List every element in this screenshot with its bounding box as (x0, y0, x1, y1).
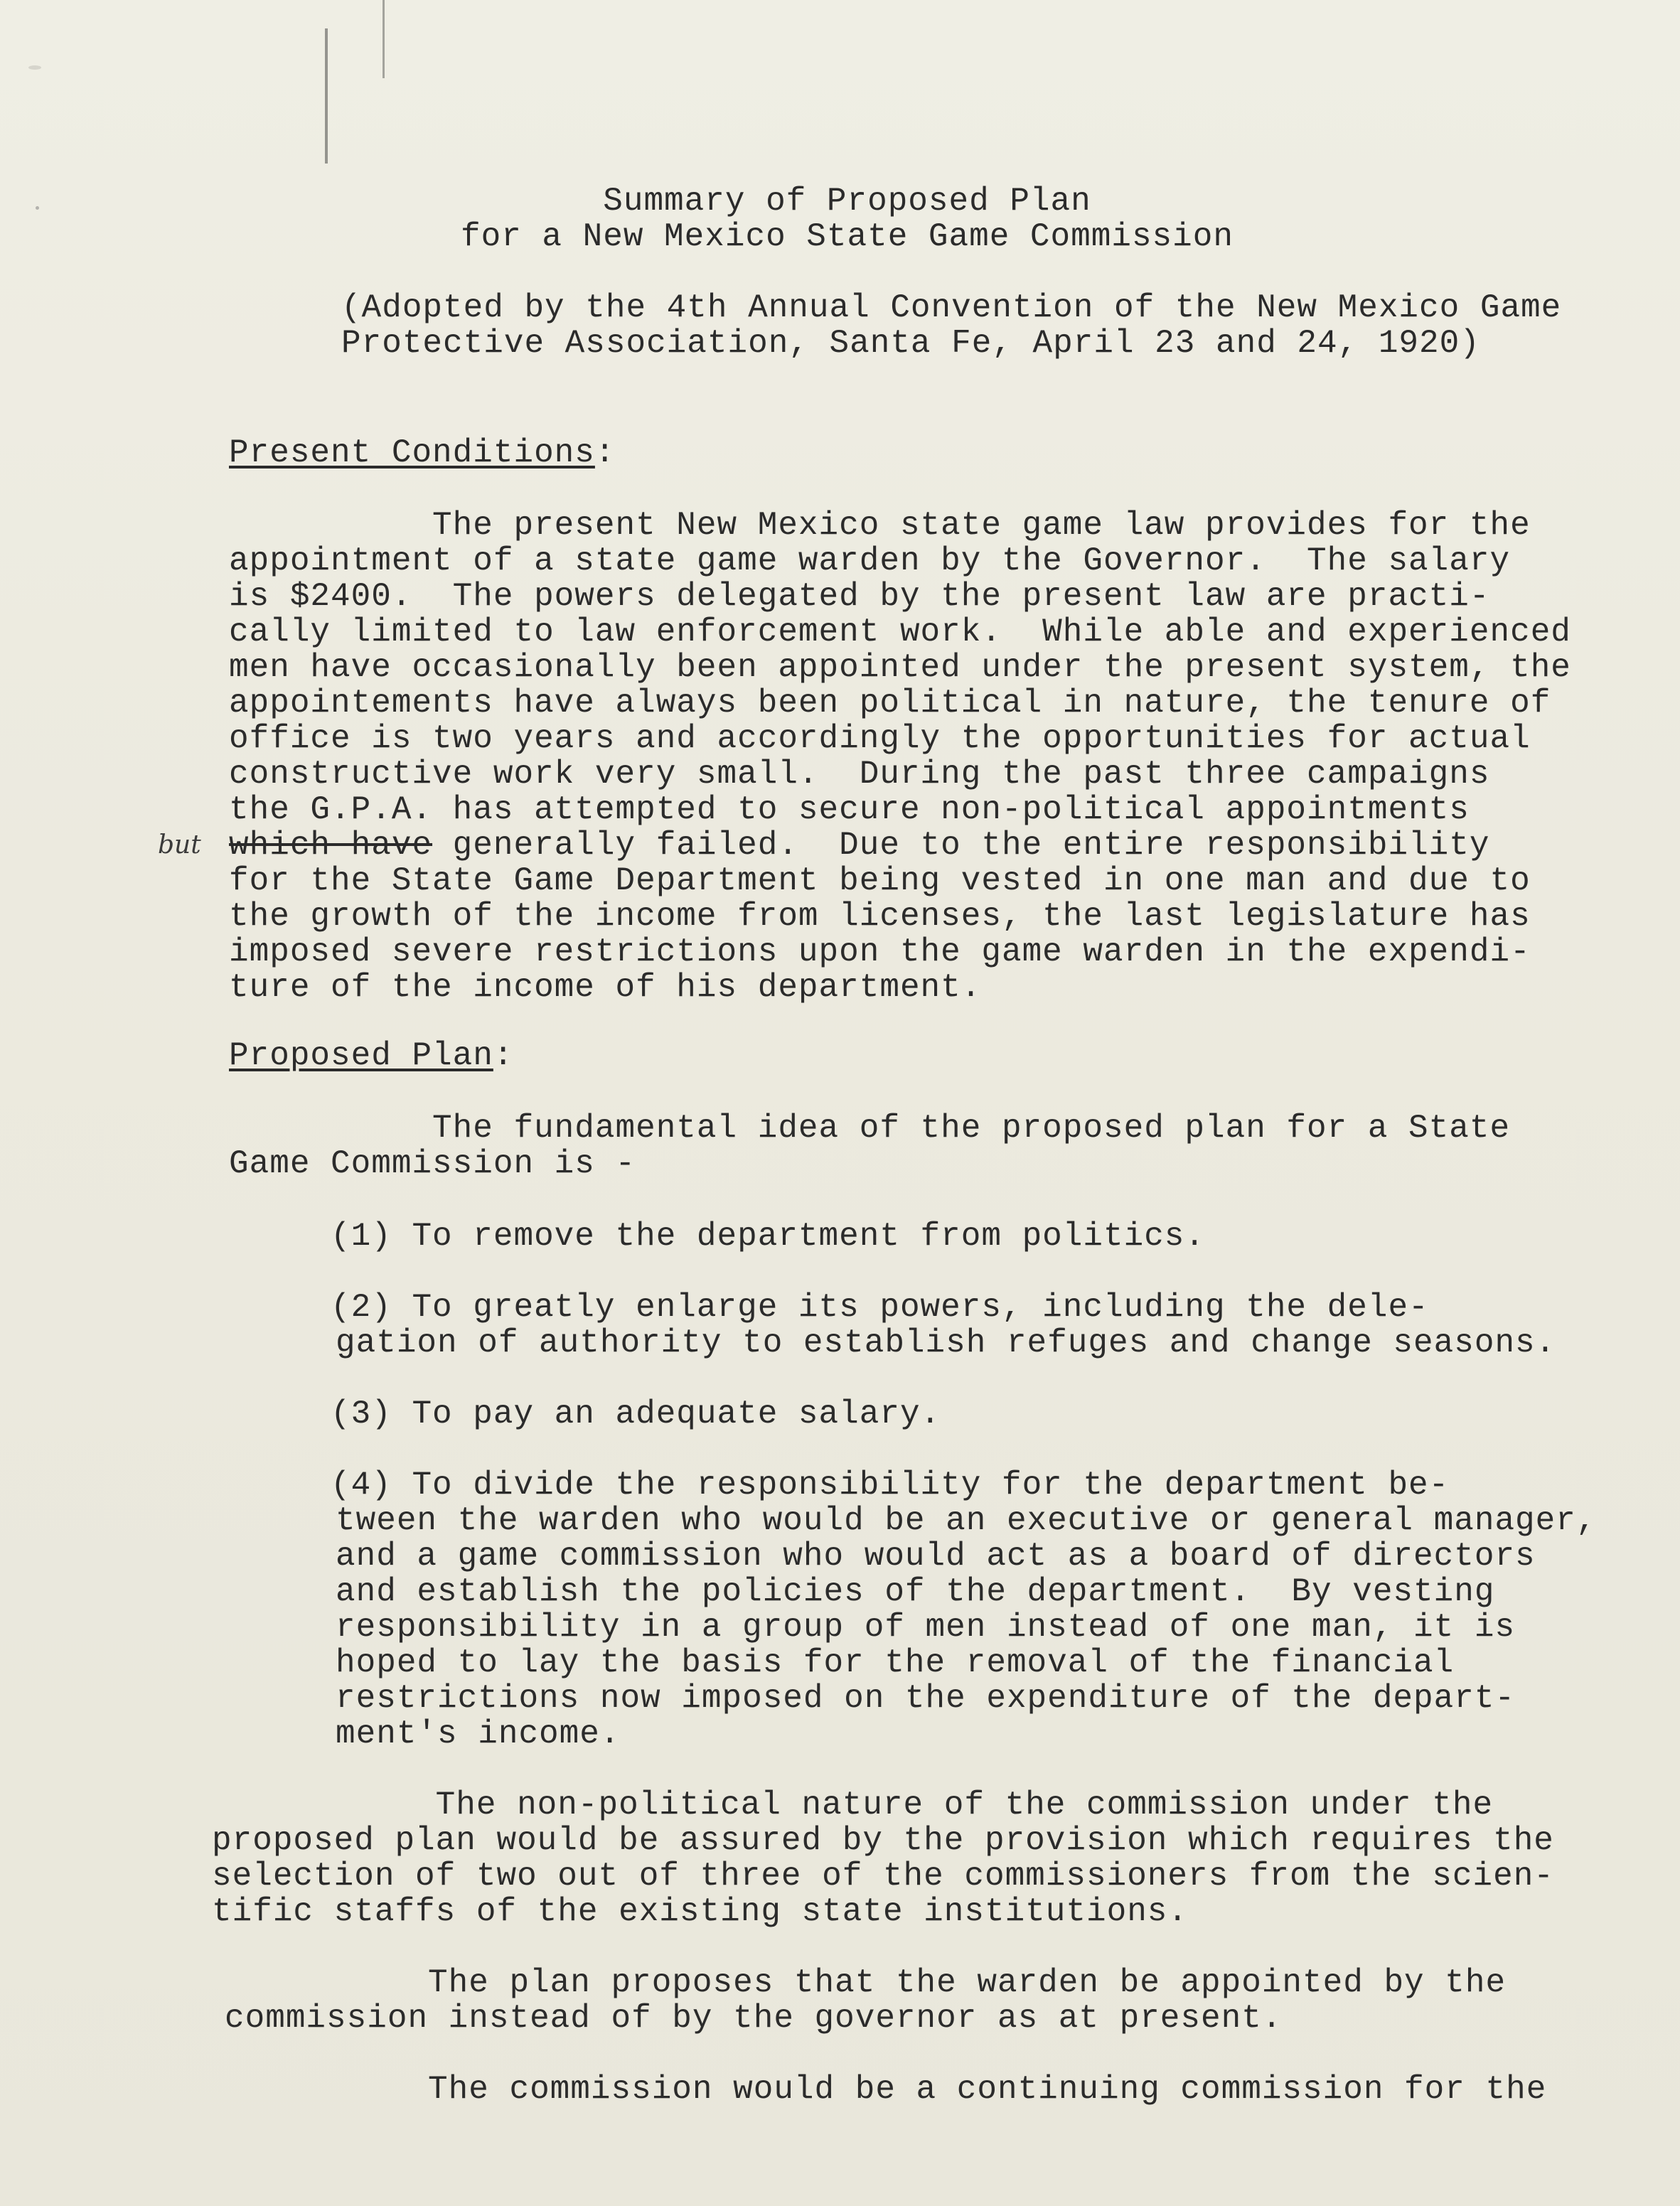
heading-colon: : (594, 434, 616, 471)
text-line: Game Commission is - (229, 1145, 636, 1182)
heading-text: Present Conditions (229, 434, 595, 471)
text-line: restrictions now imposed on the expenditure of the depart- (336, 1680, 1516, 1717)
text-line: and a game commission who would act as a board of directors (336, 1538, 1536, 1575)
text-line: the G.P.A. has attempted to secure non-political appointments (229, 791, 1470, 828)
proposed-plan-intro (229, 1110, 1644, 1182)
pencil-mark (382, 0, 385, 78)
title-line-2: for a New Mexico State Game Commission (461, 218, 1234, 255)
plan-item-2 (229, 1289, 1658, 1361)
text-line: commission instead of by the governor as at present. (225, 2000, 1283, 2037)
present-conditions-paragraph (158, 507, 1644, 1006)
text-line: (2) To greatly enlarge its powers, including the dele- (229, 1289, 1429, 1326)
plan-item-4 (229, 1467, 1658, 1752)
paper-speck (28, 65, 41, 70)
text-line: responsibility in a group of men instead of one man, it is (336, 1609, 1516, 1646)
adoption-line-1: (Adopted by the 4th Annual Convention of the New Mexico Game (341, 289, 1562, 326)
struck-out-text: which have (229, 827, 433, 864)
text-line: The fundamental idea of the proposed plan for a State (229, 1110, 1511, 1147)
text-line: for the State Game Department being vested in one man and due to (229, 862, 1531, 899)
text-line: The present New Mexico state game law provides for the (229, 507, 1531, 544)
text-line: appointment of a state game warden by the Governor. The salary (229, 542, 1511, 579)
warden-appointment-paragraph (225, 1965, 1639, 2036)
text-line: selection of two out of three of the commissioners from the scien- (212, 1858, 1554, 1895)
adoption-line-2: Protective Association, Santa Fe, April 23 and 24, 1920) (341, 325, 1480, 362)
section-heading-present-conditions (229, 435, 616, 471)
text-line: office is two years and accordingly the opportunities for actual (229, 720, 1531, 757)
text-line: The commission would be a continuing commission for the (225, 2071, 1547, 2108)
text-line: The plan proposes that the warden be appointed by the (225, 1964, 1507, 2001)
text-line: tific staffs of the existing state institutions. (212, 1893, 1189, 1930)
text-line: (4) To divide the responsibility for the department be- (229, 1467, 1450, 1504)
section-heading-proposed-plan (229, 1038, 513, 1073)
text-line-with-correction (158, 827, 1644, 864)
text-line: ture of the income of his department. (229, 969, 982, 1006)
text-line: gation of authority to establish refuges and change seasons. (336, 1324, 1556, 1361)
text-line: is $2400. The powers delegated by the present law are practi- (229, 578, 1490, 615)
text-line: the growth of the income from licenses, the last legislature has (229, 898, 1531, 935)
plan-item-3 (229, 1396, 1551, 1432)
heading-text: Proposed Plan (229, 1037, 493, 1074)
text-line: The non-political nature of the commission under the (212, 1787, 1494, 1824)
text-line: (1) To remove the department from politics. (229, 1218, 1206, 1255)
handwritten-correction: but (158, 830, 201, 860)
text-line: appointements have always been political in nature, the tenure of (229, 685, 1551, 722)
text-line: constructive work very small. During the past three campaigns (229, 756, 1490, 793)
text-line: (3) To pay an adequate salary. (229, 1396, 941, 1433)
text-line: hoped to lay the basis for the removal of the financial (336, 1644, 1455, 1681)
document-title (0, 183, 1680, 255)
text-line: cally limited to law enforcement work. While able and experienced (229, 614, 1571, 650)
text-line: proposed plan would be assured by the provision which requires the (212, 1822, 1554, 1859)
text-line: ment's income. (336, 1715, 621, 1752)
title-line-1: Summary of Proposed Plan (603, 183, 1091, 220)
continuing-commission-paragraph (225, 2072, 1639, 2107)
text-line: imposed severe restrictions upon the game warden in the expendi- (229, 933, 1531, 970)
pencil-mark (325, 28, 328, 164)
non-political-paragraph (212, 1787, 1627, 1929)
adoption-note (341, 290, 1649, 361)
text-line: and establish the policies of the department. By vesting (336, 1573, 1495, 1610)
text-fragment: generally failed. Due to the entire responsibility (432, 827, 1490, 864)
heading-colon: : (493, 1037, 514, 1074)
text-line: men have occasionally been appointed under the present system, the (229, 649, 1571, 686)
text-line: tween the warden who would be an executive or general manager, (336, 1502, 1597, 1539)
plan-item-1 (229, 1219, 1551, 1254)
